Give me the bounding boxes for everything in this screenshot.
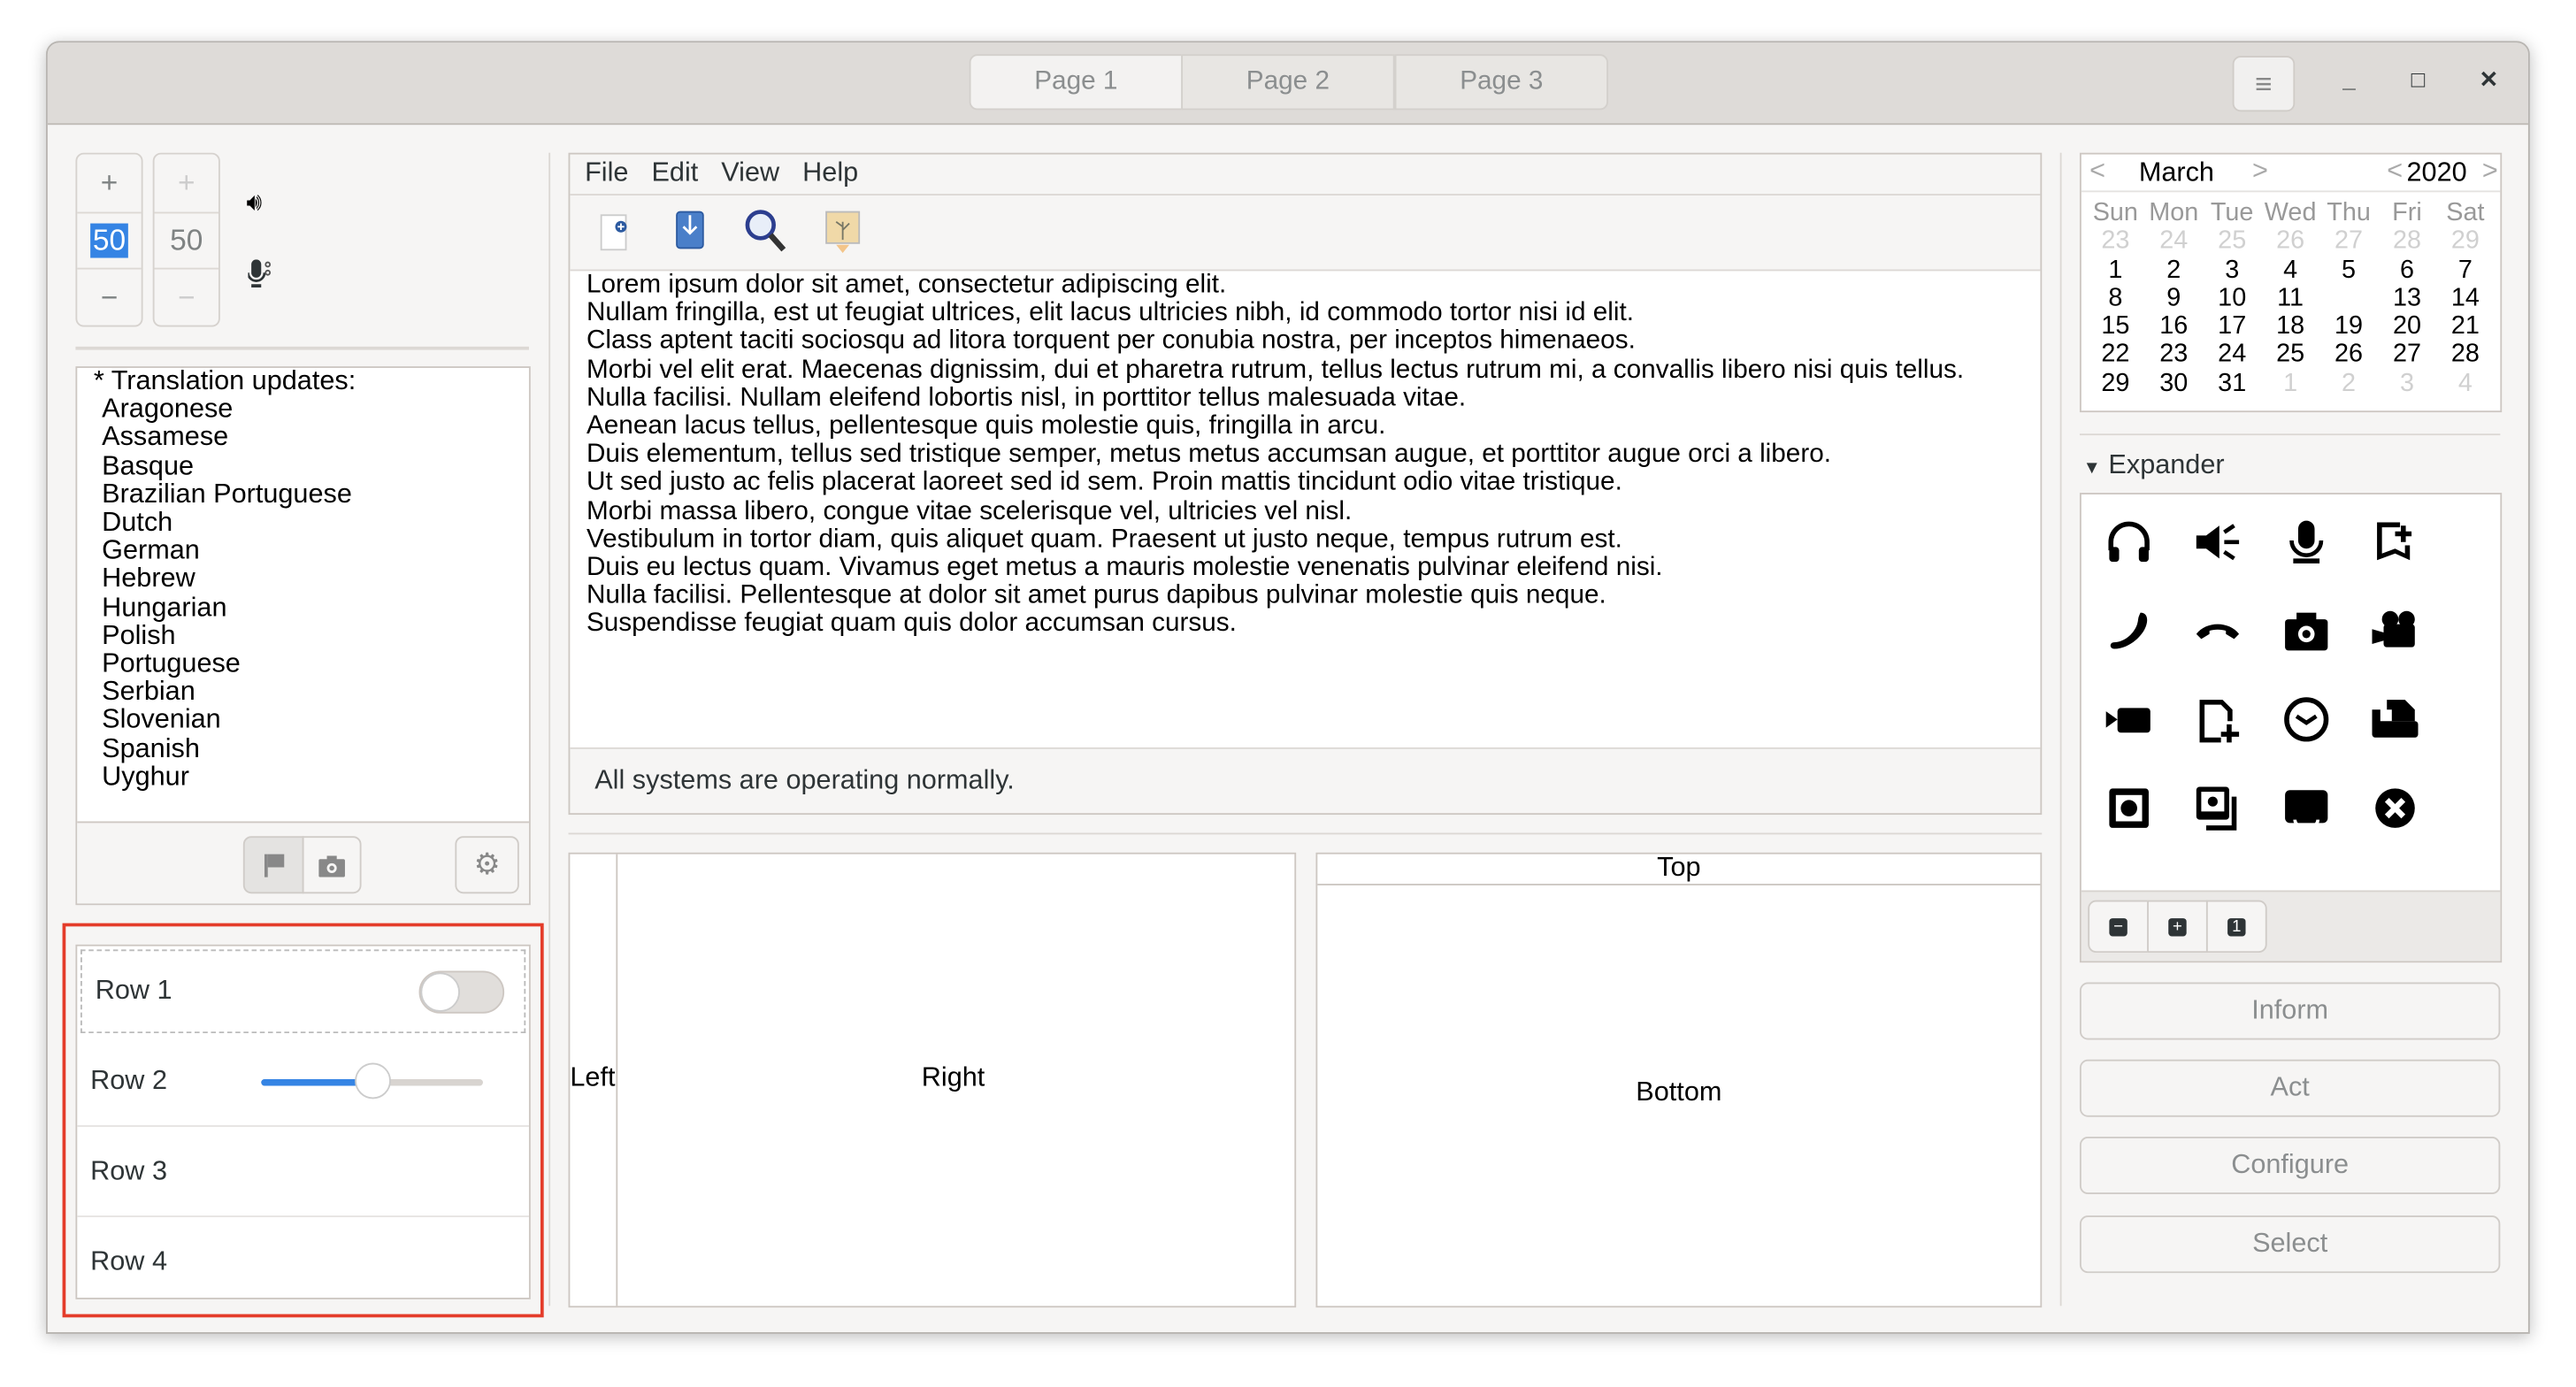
- new-document-icon[interactable]: [600, 213, 629, 253]
- text-line: Duis eu lectus quam. Vivamus eget metus a mauris molestie venenatis pulvinar eleifend nisi.: [586, 553, 1663, 582]
- calendar-day[interactable]: 30: [2159, 369, 2189, 397]
- weekday-header: Wed: [2264, 198, 2317, 227]
- one-button[interactable]: [2206, 900, 2267, 953]
- spin-value-text[interactable]: 50: [92, 223, 126, 257]
- list-row-3[interactable]: [77, 1127, 529, 1217]
- menu-view[interactable]: View: [721, 157, 780, 188]
- list-row-1[interactable]: [80, 949, 525, 1033]
- headphones-icon[interactable]: [2104, 517, 2154, 567]
- printer-icon[interactable]: [2371, 695, 2420, 745]
- left-pane-label: Left: [570, 1062, 616, 1092]
- calendar-day[interactable]: 9: [2166, 284, 2181, 312]
- text-line: Vestibulum in tortor diam, quis aliquet quam. Praesent ut justo neque, tempus rutrum est.: [586, 525, 1622, 554]
- separator: [569, 832, 2043, 834]
- list-item[interactable]: Spanish: [102, 733, 200, 763]
- calendar-day[interactable]: 25: [2276, 341, 2305, 369]
- calendar-day[interactable]: 24: [2218, 341, 2247, 369]
- list-item[interactable]: Hungarian: [102, 592, 227, 623]
- maximize-button[interactable]: □: [2411, 65, 2426, 92]
- close-circle-icon[interactable]: [2371, 784, 2420, 833]
- calendar-day[interactable]: 27: [2334, 226, 2364, 256]
- calendar-day[interactable]: 29: [2101, 369, 2130, 397]
- editor-frame: [569, 153, 2043, 815]
- spin-value[interactable]: 50: [155, 212, 218, 270]
- list-item[interactable]: Basque: [102, 450, 195, 481]
- video-display-icon[interactable]: [2104, 695, 2154, 745]
- status-bar: All systems are operating normally.: [594, 765, 1015, 795]
- translation-list: [77, 368, 529, 792]
- text-line: Class aptent taciti sociosqu ad litora torquent per conubia nostra, per inceptos himenaeos.: [586, 327, 1636, 356]
- minimize-button[interactable]: _: [2342, 65, 2356, 92]
- close-button[interactable]: ✕: [2479, 65, 2499, 92]
- spin-button-2[interactable]: [153, 153, 220, 327]
- list-toolbar: [77, 822, 529, 904]
- calendar-day[interactable]: 1: [2283, 369, 2298, 397]
- column-separator: [548, 153, 550, 1307]
- calendar-day[interactable]: 5: [2342, 255, 2357, 284]
- top-pane-label: Top: [1317, 854, 2040, 885]
- row-label: Row 3: [90, 1155, 168, 1185]
- row-label: Row 4: [90, 1246, 168, 1276]
- calendar-day[interactable]: 19: [2334, 312, 2364, 341]
- prev-month-button[interactable]: <: [2089, 156, 2106, 186]
- inform-button[interactable]: Inform: [2080, 982, 2500, 1039]
- list-row-2[interactable]: [77, 1037, 529, 1127]
- slider-handle[interactable]: [354, 1062, 390, 1099]
- row2-slider[interactable]: [261, 1079, 483, 1085]
- microphone-icon[interactable]: [2281, 517, 2331, 567]
- calendar-day[interactable]: 13: [2392, 284, 2421, 312]
- column-separator: [2060, 153, 2062, 1307]
- icon-toolbar: [2082, 890, 2501, 962]
- weekday-header: Thu: [2327, 198, 2371, 227]
- calendar-day[interactable]: 11: [2277, 284, 2304, 312]
- calendar-day[interactable]: 23: [2159, 341, 2189, 369]
- camera-icon[interactable]: [2281, 606, 2331, 655]
- camera-toggle-button[interactable]: [303, 836, 362, 893]
- calendar-day[interactable]: 18: [2276, 312, 2305, 341]
- calendar-day[interactable]: 16: [2159, 312, 2189, 341]
- increment-button[interactable]: +: [100, 165, 119, 199]
- expander[interactable]: [2083, 450, 2225, 481]
- speaker-icon[interactable]: 🔊︎: [246, 188, 263, 218]
- calendar-day[interactable]: 4: [2457, 369, 2472, 397]
- calendar-day[interactable]: 28: [2392, 226, 2421, 256]
- vertical-paned: [1315, 853, 2042, 1307]
- calendar-day[interactable]: 1: [2108, 255, 2123, 284]
- header-bar: [48, 42, 2530, 125]
- row-list: [75, 945, 530, 1299]
- list-item[interactable]: Aragonese: [102, 395, 234, 425]
- calendar-day[interactable]: 26: [2276, 226, 2305, 256]
- calendar-day[interactable]: 20: [2392, 312, 2421, 341]
- separator: [75, 347, 529, 350]
- microphone-icon[interactable]: [248, 259, 271, 288]
- calendar-day[interactable]: 24: [2159, 226, 2189, 256]
- calendar-day[interactable]: 4: [2283, 255, 2298, 284]
- list-item[interactable]: Serbian: [102, 677, 196, 707]
- video-camera-icon[interactable]: [2371, 606, 2420, 655]
- number-one-icon: 1: [2227, 917, 2246, 935]
- right-pane-label: Right: [921, 1062, 985, 1092]
- text-line: Nulla facilisi. Nullam eleifend lobortis nisl, in porttitor tellus malesuada vitae.: [586, 384, 1467, 412]
- plus-icon: +: [2167, 917, 2187, 935]
- flag-toggle-button[interactable]: [243, 836, 304, 893]
- hang-up-icon[interactable]: [2193, 606, 2242, 655]
- gear-icon: ⚙: [473, 847, 501, 881]
- text-line: Aenean lacus tellus, pellentesque quis molestie quis, fringilla in arcu.: [586, 412, 1386, 441]
- image-icon[interactable]: [824, 211, 861, 253]
- calendar-day[interactable]: 12: [2334, 284, 2364, 312]
- menu-button[interactable]: [2233, 56, 2296, 111]
- toolbar: [570, 195, 2040, 270]
- text-line: Morbi vel elit erat. Maecenas dignissim, dui et pharetra rutrum, tellus lectus rutrum mi, a convallis libero nisi quis tellus.: [586, 356, 1965, 384]
- flag-icon: [262, 852, 285, 878]
- text-line: Lorem ipsum dolor sit amet, consectetur adipiscing elit.: [586, 271, 1227, 299]
- calendar-day[interactable]: 29: [2450, 226, 2480, 256]
- increment-button[interactable]: +: [177, 165, 196, 199]
- scanner-icon[interactable]: [2281, 784, 2331, 833]
- list-item[interactable]: German: [102, 535, 200, 566]
- settings-button[interactable]: [455, 836, 518, 893]
- icon-view[interactable]: [2080, 493, 2502, 962]
- calendar-day[interactable]: 15: [2101, 312, 2130, 341]
- calendar-day[interactable]: 21: [2450, 312, 2480, 341]
- camera-icon: [318, 854, 345, 877]
- separator: [2080, 433, 2500, 435]
- row-label: Row 1: [95, 976, 172, 1006]
- translation-listbox[interactable]: [75, 366, 530, 905]
- calendar-day[interactable]: 28: [2450, 341, 2480, 369]
- text-line: Nulla facilisi. Pellentesque at dolor sit amet purus dapibus pulvinar molestie quis neque.: [586, 581, 1606, 610]
- menu-edit[interactable]: Edit: [651, 157, 699, 188]
- decrement-button[interactable]: −: [100, 280, 119, 314]
- save-download-icon[interactable]: [675, 211, 704, 250]
- phone-icon[interactable]: [2104, 606, 2154, 655]
- menu-file[interactable]: File: [585, 157, 629, 188]
- list-item[interactable]: Slovenian: [102, 705, 221, 735]
- text-line: Ut sed justo ac felis placerat laoreet sed id sem. Proin mattis tincidunt odio vitae tristique.: [586, 469, 1622, 497]
- clock-icon[interactable]: [2281, 695, 2331, 745]
- text-line: Morbi massa libero, congue vitae scelerisque vel, ultricies vel nisl.: [586, 496, 1353, 525]
- list-item[interactable]: Assamese: [102, 423, 229, 453]
- calendar-day[interactable]: 8: [2108, 284, 2123, 312]
- calendar-day[interactable]: 2: [2166, 255, 2181, 284]
- calendar-day[interactable]: 14: [2450, 284, 2480, 312]
- spin-button-1[interactable]: [75, 153, 142, 327]
- month-label: March: [2138, 157, 2214, 188]
- list-item[interactable]: * Translation updates:: [93, 366, 356, 396]
- document-new-icon[interactable]: [2193, 695, 2242, 745]
- list-item[interactable]: Brazilian Portuguese: [102, 479, 352, 510]
- minus-icon: −: [2109, 917, 2128, 935]
- horizontal-paned: [569, 853, 1297, 1307]
- select-button[interactable]: Select: [2080, 1215, 2500, 1273]
- add-button[interactable]: [2147, 900, 2208, 953]
- tab-page-3[interactable]: Page 3: [1395, 54, 1608, 110]
- calendar-day[interactable]: 27: [2392, 341, 2421, 369]
- hamburger-icon: ≡: [2255, 66, 2273, 100]
- list-item[interactable]: Uyghur: [102, 762, 189, 792]
- photos-icon[interactable]: [2193, 784, 2242, 833]
- expander-arrow-icon: ▼: [2082, 458, 2101, 479]
- calendar-day[interactable]: 31: [2218, 369, 2247, 397]
- menu-help[interactable]: Help: [802, 157, 859, 188]
- calendar-day[interactable]: 26: [2334, 341, 2364, 369]
- text-view[interactable]: [570, 270, 2040, 749]
- spin-value[interactable]: [77, 212, 141, 270]
- text-line: Suspendisse feugiat quam quis dolor accumsan cursus.: [586, 609, 1237, 639]
- search-icon[interactable]: [744, 209, 786, 255]
- weekday-header: Sun: [2092, 198, 2138, 227]
- media-drive-icon[interactable]: [2104, 784, 2154, 833]
- tab-page-1[interactable]: Page 1: [970, 54, 1183, 110]
- calendar[interactable]: [2080, 153, 2502, 412]
- act-button[interactable]: Act: [2080, 1060, 2500, 1117]
- tab-page-2[interactable]: Page 2: [1181, 54, 1394, 110]
- calendar-day[interactable]: 23: [2101, 226, 2130, 256]
- bookmark-new-icon[interactable]: [2371, 517, 2420, 567]
- next-month-button[interactable]: >: [2251, 156, 2268, 186]
- prev-year-button[interactable]: <: [2387, 156, 2404, 186]
- weekday-header: Fri: [2392, 198, 2422, 227]
- remove-button[interactable]: [2088, 900, 2149, 953]
- weekday-header: Mon: [2149, 198, 2199, 227]
- calendar-day[interactable]: 7: [2457, 255, 2472, 284]
- text-line: Nullam fringilla, est ut feugiat ultrices, elit lacus ultricies nibh, id commodo tortor nisi id elit.: [586, 299, 1634, 327]
- expander-label: Expander: [2108, 449, 2225, 480]
- calendar-day[interactable]: 17: [2218, 312, 2247, 341]
- icon-grid: [2082, 494, 2501, 922]
- calendar-day[interactable]: 22: [2101, 341, 2130, 369]
- list-item[interactable]: Hebrew: [102, 563, 196, 594]
- bottom-pane-label: Bottom: [1636, 1077, 1722, 1107]
- text-line: Duis elementum, tellus sed tristique semper, metus metus accumsan augue, et porttitor augue orci a libero.: [586, 441, 1832, 469]
- decrement-button[interactable]: −: [177, 280, 196, 314]
- calendar-day[interactable]: 10: [2218, 284, 2247, 312]
- calendar-day[interactable]: 6: [2399, 255, 2414, 284]
- calendar-day[interactable]: 2: [2342, 369, 2357, 397]
- calendar-day[interactable]: 25: [2218, 226, 2247, 256]
- calendar-day[interactable]: 3: [2225, 255, 2240, 284]
- switch-knob[interactable]: [420, 972, 460, 1012]
- list-item[interactable]: Polish: [102, 620, 176, 651]
- row1-switch[interactable]: [419, 970, 505, 1013]
- weekday-header: Sat: [2446, 198, 2485, 227]
- list-item[interactable]: Portuguese: [102, 648, 241, 678]
- speaker-muted-icon[interactable]: [2193, 517, 2242, 567]
- list-item[interactable]: Dutch: [102, 507, 173, 538]
- year-label: 2020: [2406, 157, 2467, 188]
- calendar-day[interactable]: 3: [2399, 369, 2414, 397]
- row-label: Row 2: [90, 1065, 168, 1095]
- weekday-header: Tue: [2210, 198, 2254, 227]
- next-year-button[interactable]: >: [2481, 156, 2498, 186]
- calendar-grid: [2082, 199, 2501, 398]
- menubar: [570, 155, 2040, 195]
- configure-button[interactable]: Configure: [2080, 1137, 2500, 1194]
- list-row-4[interactable]: [77, 1217, 529, 1307]
